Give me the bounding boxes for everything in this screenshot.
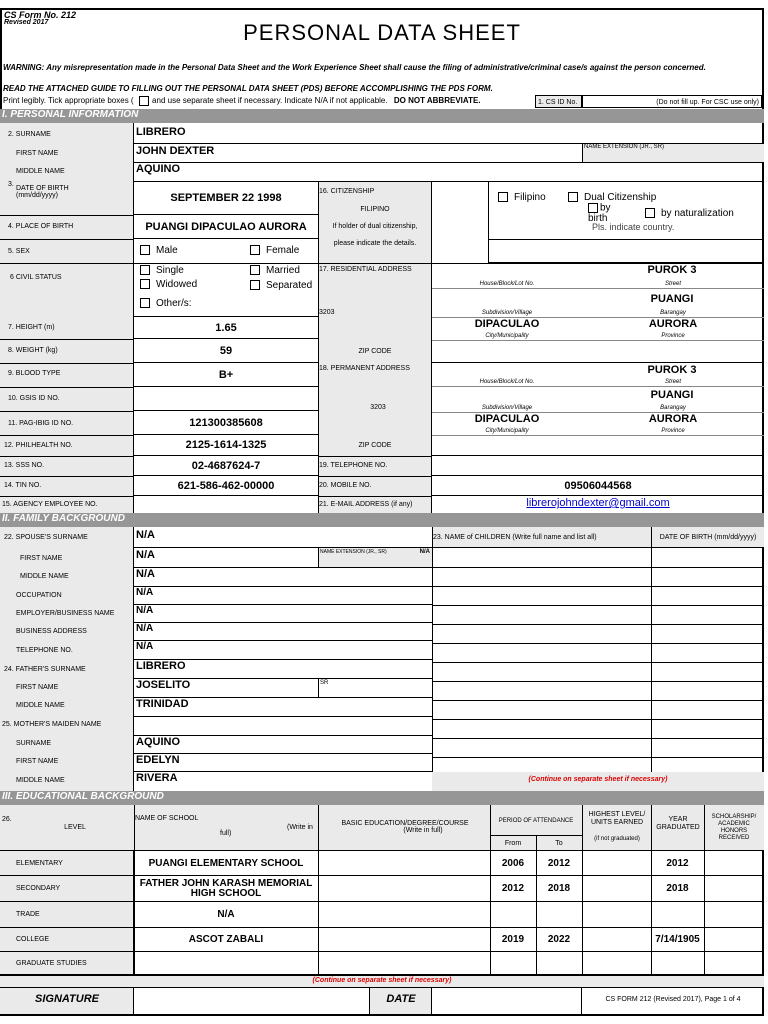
- education-row: [0, 876, 764, 902]
- edu-school-field[interactable]: [134, 952, 318, 975]
- edu-course-field[interactable]: [318, 928, 490, 952]
- mother-row: [134, 717, 432, 736]
- children-row-line: [432, 662, 764, 663]
- perm-address-label: 18. PERMANENT ADDRESS: [319, 365, 410, 372]
- res-zip-field[interactable]: [432, 341, 764, 363]
- business-address-field[interactable]: N/A: [134, 623, 432, 641]
- children-label: 23. NAME of CHILDREN (Write full name and list all): [433, 534, 597, 541]
- children-continue-note: (Continue on separate sheet if necessary): [528, 776, 668, 783]
- row-divider: [0, 411, 134, 412]
- edu-from-field[interactable]: 2019: [501, 934, 525, 945]
- spouse-middle-field[interactable]: N/A: [134, 568, 432, 587]
- edu-honors-field[interactable]: [704, 928, 764, 952]
- print-instructions: [3, 96, 481, 106]
- spouse-middle-label: MIDDLE NAME: [20, 573, 69, 580]
- edu-vline: [704, 805, 705, 975]
- page-title: PERSONAL DATA SHEET: [243, 20, 521, 45]
- married-label: Married: [266, 265, 300, 276]
- row-divider: [0, 456, 134, 457]
- spouse-first-field[interactable]: N/A: [134, 549, 318, 568]
- edu-level-3: COLLEGE: [16, 936, 50, 943]
- edu-school-field[interactable]: FATHER JOHN KARASH MEMORIAL HIGH SCHOOL: [139, 878, 313, 899]
- checkbox-icon: [140, 279, 150, 289]
- education-row: [0, 928, 764, 952]
- children-dob-label: DATE OF BIRTH (mm/dd/yyyy): [659, 534, 757, 541]
- sss-label: 13. SSS NO.: [4, 462, 45, 469]
- surname-label: 2. SURNAME: [8, 131, 51, 138]
- checkbox-icon: [139, 96, 149, 106]
- signature-label: SIGNATURE: [35, 993, 99, 1005]
- mobile-field[interactable]: 09506044568: [432, 476, 764, 496]
- school-header-full: full): [220, 830, 232, 837]
- edu-highest-field[interactable]: [582, 851, 651, 876]
- checkbox-icon: [568, 192, 578, 202]
- honors-header: SCHOLARSHIP/ ACADEMIC HONORS RECEIVED: [711, 814, 757, 841]
- citizenship-divider: [488, 182, 489, 240]
- res-brgy-caption: Barangay: [582, 309, 764, 318]
- cs-id-field[interactable]: (Do not fill up. For CSC use only): [582, 95, 762, 108]
- children-row-line: [432, 700, 764, 701]
- pagibig-label: 11. PAG-IBIG ID NO.: [8, 420, 74, 427]
- section-family-header: II. FAMILY BACKGROUND: [0, 513, 764, 527]
- edu-level-4: GRADUATE STUDIES: [16, 959, 87, 967]
- occupation-label: OCCUPATION: [16, 592, 62, 599]
- citizenship-note3: please indicate the details.: [333, 240, 417, 247]
- spouse-ext-field[interactable]: [318, 548, 432, 568]
- female-label: Female: [266, 245, 300, 256]
- edu-year-field[interactable]: [651, 902, 704, 928]
- row-divider: [0, 363, 134, 364]
- middle-name-field[interactable]: AQUINO: [134, 163, 764, 182]
- father-first-field[interactable]: JOSELITO: [134, 679, 318, 698]
- edu-level-1: SECONDARY: [16, 885, 61, 892]
- res-zip-value: 3203: [319, 309, 335, 316]
- level-header: LEVEL: [64, 824, 86, 831]
- edu-vline: [318, 805, 319, 975]
- height-label: 7. HEIGHT (m): [8, 324, 55, 331]
- height-field[interactable]: 1.65: [134, 317, 318, 339]
- perm-prov-caption: Province: [582, 427, 764, 436]
- education-continue-note: (Continue on separate sheet if necessary): [312, 977, 452, 984]
- citizenship-label: 16. CITIZENSHIP: [319, 188, 375, 195]
- course-header-write: (Write in full): [403, 827, 443, 834]
- edu-level-0: ELEMENTARY: [16, 859, 63, 867]
- civil-others-option[interactable]: [140, 298, 192, 309]
- edu-to-field[interactable]: 2022: [547, 934, 571, 945]
- civil-married-option[interactable]: [250, 265, 300, 276]
- row-divider: [318, 456, 432, 457]
- to-header: To: [555, 840, 563, 847]
- philhealth-field[interactable]: 2125-1614-1325: [134, 435, 318, 456]
- edu-to-field[interactable]: 2018: [547, 883, 571, 894]
- perm-house-field[interactable]: PUROK 3: [647, 364, 697, 376]
- employer-field[interactable]: N/A: [134, 605, 432, 623]
- civil-single-option[interactable]: [140, 265, 184, 276]
- checkbox-icon: [140, 298, 150, 308]
- widowed-label: Widowed: [156, 279, 198, 290]
- edu-from-field[interactable]: 2012: [501, 883, 525, 894]
- res-city-field[interactable]: DIPACULAO: [474, 318, 540, 330]
- school-header: NAME OF SCHOOL: [135, 815, 199, 822]
- father-middle-label: MIDDLE NAME: [16, 702, 65, 709]
- education-row: [0, 952, 764, 975]
- perm-street-caption: Street: [582, 378, 764, 387]
- name-extension-field[interactable]: NAME EXTENSION (JR., SR): [582, 144, 764, 163]
- philhealth-label: 12. PHILHEALTH NO.: [4, 442, 73, 449]
- children-row-line: [432, 681, 764, 682]
- form-number: CS Form No. 212: [4, 10, 77, 20]
- mother-label: 25. MOTHER'S MAIDEN NAME: [2, 721, 102, 728]
- perm-zip-label: ZIP CODE: [358, 442, 392, 449]
- sex-label: 5. SEX: [0, 239, 134, 263]
- edu-course-field[interactable]: [318, 851, 490, 876]
- blood-type-label: 9. BLOOD TYPE: [8, 370, 61, 377]
- section-personal-header: I. PERSONAL INFORMATION: [0, 109, 764, 123]
- highest-header: HIGHEST LEVEL/ UNITS EARNED: [588, 811, 646, 826]
- print-text-b: and use separate sheet if necessary. Indicate N/A if not applicable.: [152, 96, 388, 106]
- row-divider: [318, 476, 432, 477]
- employer-label: EMPLOYER/BUSINESS NAME: [16, 610, 115, 617]
- year-header: YEAR GRADUATED: [656, 816, 700, 831]
- others-label: Other/s:: [156, 298, 192, 309]
- edu-to-field[interactable]: [536, 902, 582, 928]
- weight-label: 8. WEIGHT (kg): [8, 347, 58, 354]
- date-label: DATE: [386, 993, 416, 1005]
- edu-course-field[interactable]: [318, 902, 490, 928]
- children-row-line: [432, 624, 764, 625]
- civil-widowed-option[interactable]: [140, 279, 197, 290]
- perm-zip-value: 3203: [370, 404, 386, 411]
- edu-level-2: TRADE: [16, 911, 40, 918]
- res-street-caption: Street: [582, 280, 764, 289]
- education-row: [0, 902, 764, 928]
- edu-honors-field[interactable]: [704, 902, 764, 928]
- citizenship-dual-option[interactable]: [568, 192, 656, 203]
- children-row-line: [432, 605, 764, 606]
- perm-city-field[interactable]: DIPACULAO: [474, 413, 540, 425]
- row-divider: [0, 496, 134, 497]
- res-city-caption: City/Municipality: [432, 332, 582, 341]
- by-birth-label: by birth: [588, 202, 611, 224]
- edu-highest-field[interactable]: [582, 952, 651, 975]
- tin-field[interactable]: 621-586-462-00000: [134, 476, 318, 496]
- edu-year-field[interactable]: 2018: [666, 883, 689, 894]
- form-revised: Revised 2017: [4, 19, 49, 26]
- children-row-line: [432, 738, 764, 739]
- citizenship-by-birth-option[interactable]: [588, 203, 632, 224]
- telephone-label: 19. TELEPHONE NO.: [319, 462, 388, 469]
- course-header: BASIC EDUCATION/DEGREE/COURSE: [341, 820, 469, 827]
- res-house-caption: House/Block/Lot No.: [432, 280, 582, 289]
- mobile-label: 20. MOBILE NO.: [319, 482, 372, 489]
- country-note: Pls. indicate country.: [592, 222, 675, 232]
- dob-number: 3.: [8, 181, 14, 188]
- blood-type-field[interactable]: B+: [134, 363, 318, 387]
- dob-label: DATE OF BIRTH: [16, 185, 69, 192]
- children-row-line: [432, 757, 764, 758]
- children-row-line: [432, 586, 764, 587]
- mother-surname-field[interactable]: AQUINO: [134, 736, 432, 754]
- separated-label: Separated: [266, 280, 313, 291]
- male-label: Male: [156, 245, 178, 256]
- weight-field[interactable]: 59: [134, 339, 318, 363]
- perm-city-caption: City/Municipality: [432, 427, 582, 436]
- citizenship-note1: FILIPINO: [360, 206, 390, 213]
- dob-format: (mm/dd/yyyy): [16, 192, 58, 199]
- spouse-surname-label: 22. SPOUSE'S SURNAME: [4, 534, 88, 541]
- checkbox-icon: [498, 192, 508, 202]
- perm-house-caption: House/Block/Lot No.: [432, 378, 582, 387]
- warning-text: WARNING: Any misrepresentation made in the Personal Data Sheet and the Work Experience Sheet shall cause the filing of administrative/criminal case/s against the person concerned.: [3, 63, 706, 72]
- edu-year-field[interactable]: 7/14/1905: [655, 934, 700, 945]
- father-ext-field[interactable]: SR: [318, 679, 432, 698]
- email-label: 21. E-MAIL ADDRESS (if any): [319, 501, 413, 508]
- gsis-label: 10. GSIS ID NO.: [8, 395, 60, 402]
- telephone-field[interactable]: [432, 456, 764, 476]
- first-name-field[interactable]: JOHN DEXTER: [134, 145, 582, 163]
- section-education-header: III. EDUCATIONAL BACKGROUND: [0, 791, 764, 805]
- children-row-line: [432, 719, 764, 720]
- father-middle-field[interactable]: TRINIDAD: [134, 698, 432, 717]
- cs-id-label: 1. CS ID No.: [535, 95, 582, 108]
- civil-status-label: 6 CIVIL STATUS: [0, 263, 134, 317]
- spouse-tel-label: TELEPHONE NO.: [16, 647, 73, 654]
- spouse-surname-field[interactable]: N/A: [134, 529, 432, 548]
- citizenship-by-nat-option[interactable]: [645, 208, 734, 219]
- edu-vline: [582, 805, 583, 975]
- res-zip-label: ZIP CODE: [358, 348, 392, 355]
- res-prov-field[interactable]: AURORA: [648, 318, 698, 330]
- surname-field[interactable]: LIBRERO: [134, 126, 764, 144]
- email-field[interactable]: librerojohndexter@gmail.com: [526, 497, 670, 509]
- edu-from-field[interactable]: [490, 902, 536, 928]
- edu-year-field[interactable]: 2012: [666, 857, 689, 869]
- edu-honors-field[interactable]: [704, 876, 764, 902]
- edu-school-field[interactable]: PUANGI ELEMENTARY SCHOOL: [148, 857, 304, 869]
- row-divider: [0, 435, 134, 436]
- edu-from-field[interactable]: [490, 952, 536, 975]
- occupation-field[interactable]: N/A: [134, 587, 432, 605]
- signature-field[interactable]: [134, 987, 370, 1014]
- children-dob-divider: [651, 527, 652, 772]
- sss-field[interactable]: 02-4687624-7: [134, 456, 318, 476]
- edu-to-field[interactable]: 2012: [547, 857, 571, 869]
- edu-school-field[interactable]: ASCOT ZABALI: [188, 934, 264, 945]
- edu-vline: [134, 805, 135, 975]
- father-first-label: FIRST NAME: [16, 684, 59, 691]
- spouse-tel-field[interactable]: N/A: [134, 641, 432, 660]
- highest-note: (if not graduated): [594, 836, 640, 842]
- guide-text: READ THE ATTACHED GUIDE TO FILLING OUT THE PERSONAL DATA SHEET (PDS) BEFORE ACCOMPLISHING THE PDS FORM.: [3, 84, 493, 93]
- page-footer: CS FORM 212 (Revised 2017), Page 1 of 4: [605, 996, 741, 1003]
- mother-surname-label: SURNAME: [16, 740, 52, 747]
- middle-name-label: MIDDLE NAME: [16, 168, 65, 175]
- dob-field[interactable]: SEPTEMBER 22 1998: [134, 182, 318, 215]
- edu-vline: [651, 805, 652, 975]
- pagibig-field[interactable]: 121300385608: [134, 411, 318, 435]
- checkbox-icon: [645, 208, 655, 218]
- edu-highest-field[interactable]: [582, 876, 651, 902]
- no-abbreviate: DO NOT ABBREVIATE.: [393, 96, 481, 106]
- citizenship-note2: If holder of dual citizenship,: [332, 223, 418, 230]
- sex-male-option[interactable]: [140, 245, 178, 256]
- pob-label: 4. PLACE OF BIRTH: [0, 215, 134, 239]
- edu-course-field[interactable]: [318, 952, 490, 975]
- business-address-label: BUSINESS ADDRESS: [16, 628, 87, 635]
- print-text-a: Print legibly. Tick appropriate boxes (: [3, 96, 134, 106]
- children-row-line: [432, 643, 764, 644]
- civil-separated-option[interactable]: [250, 280, 320, 291]
- tin-label: 14. TIN NO.: [4, 482, 42, 489]
- checkbox-icon: [250, 265, 260, 275]
- period-header: PERIOD OF ATTENDANCE: [498, 818, 574, 824]
- res-subd-caption: Subdivision/Village: [432, 309, 582, 318]
- row-divider: [318, 496, 432, 497]
- edu-from-field[interactable]: 2006: [501, 857, 525, 869]
- edu-year-field[interactable]: [651, 952, 704, 975]
- education-row: [0, 851, 764, 876]
- by-nat-label: by naturalization: [661, 208, 734, 219]
- row-divider: [0, 476, 134, 477]
- mother-first-field[interactable]: EDELYN: [134, 754, 432, 772]
- checkbox-icon: [250, 280, 260, 290]
- gsis-field[interactable]: [134, 387, 318, 411]
- sex-female-option[interactable]: [250, 245, 299, 256]
- row-divider: [0, 387, 134, 388]
- pob-field[interactable]: PUANGI DIPACULAO AURORA: [134, 215, 318, 239]
- spouse-ext-value: N/A: [419, 549, 430, 555]
- edu-honors-field[interactable]: [704, 952, 764, 975]
- perm-subd-caption: Subdivision/Village: [432, 404, 582, 413]
- country-field[interactable]: [488, 239, 764, 263]
- from-header: From: [504, 840, 522, 847]
- label-column: [0, 123, 134, 513]
- family-label-column: [0, 527, 134, 791]
- agency-label: 15. AGENCY EMPLOYEE NO.: [2, 501, 98, 508]
- res-house-field[interactable]: PUROK 3: [647, 264, 697, 276]
- children-left-border: [432, 527, 433, 791]
- checkbox-icon: [250, 245, 260, 255]
- single-label: Single: [156, 265, 184, 276]
- edu-highest-field[interactable]: [582, 902, 651, 928]
- spouse-first-label: FIRST NAME: [20, 555, 63, 562]
- date-field[interactable]: [432, 987, 582, 1014]
- perm-brgy-caption: Barangay: [582, 404, 764, 413]
- res-brgy-field[interactable]: PUANGI: [650, 293, 694, 305]
- first-name-label: FIRST NAME: [16, 150, 59, 157]
- edu-vline: [536, 835, 537, 975]
- spouse-ext-label: NAME EXTENSION (JR., SR): [320, 549, 387, 555]
- citizenship-filipino-option[interactable]: [498, 192, 546, 203]
- mother-middle-label: MIDDLE NAME: [16, 777, 65, 784]
- checkbox-icon: [140, 245, 150, 255]
- edu-honors-field[interactable]: [704, 851, 764, 876]
- edu-to-field[interactable]: [536, 952, 582, 975]
- edu-course-field[interactable]: [318, 876, 490, 902]
- father-surname-label: 24. FATHER'S SURNAME: [4, 666, 86, 673]
- mother-first-label: FIRST NAME: [16, 758, 59, 765]
- father-surname-field[interactable]: LIBRERO: [134, 660, 432, 679]
- res-address-label: 17. RESIDENTIAL ADDRESS: [319, 266, 412, 273]
- checkbox-icon: [588, 203, 598, 213]
- filipino-label: Filipino: [514, 192, 546, 203]
- edu-school-field[interactable]: N/A: [217, 909, 235, 920]
- row-divider: [0, 339, 134, 340]
- school-header-write: (Write in: [287, 824, 313, 831]
- agency-field[interactable]: [134, 496, 318, 513]
- edu-highest-field[interactable]: [582, 928, 651, 952]
- checkbox-icon: [140, 265, 150, 275]
- perm-brgy-field[interactable]: PUANGI: [650, 389, 694, 401]
- dual-label: Dual Citizenship: [584, 192, 657, 203]
- edu-vline: [490, 805, 491, 975]
- perm-prov-field[interactable]: AURORA: [648, 413, 698, 425]
- mother-middle-field[interactable]: RIVERA: [136, 772, 178, 784]
- res-prov-caption: Province: [582, 332, 764, 341]
- children-row-line: [432, 567, 764, 568]
- education-num: 26.: [2, 816, 12, 823]
- perm-zip-field[interactable]: [432, 436, 764, 456]
